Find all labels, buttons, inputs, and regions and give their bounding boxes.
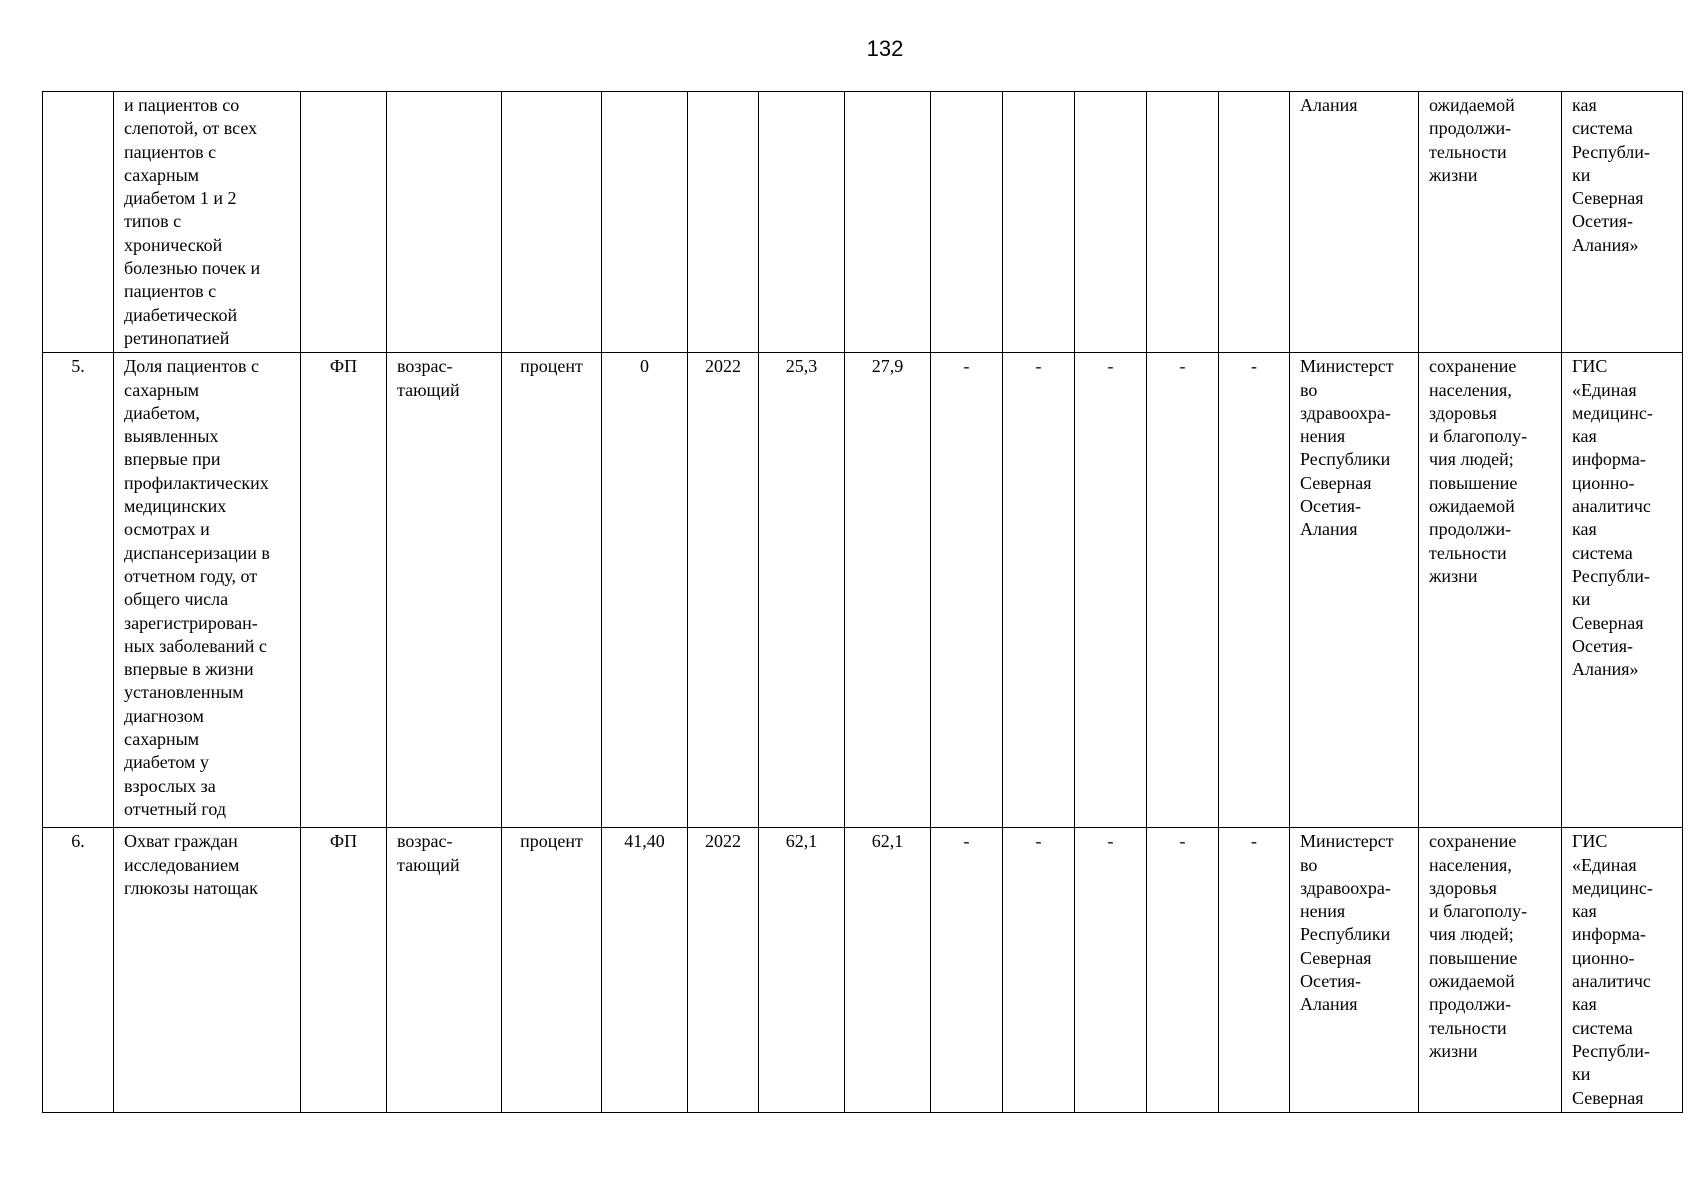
goal-cell <box>1419 353 1562 828</box>
value-cell-7: - <box>1219 353 1290 828</box>
information-system-cell-line: аналитичс <box>1572 971 1651 992</box>
goal-cell <box>1419 92 1562 353</box>
value-cell-1: 25,3 <box>759 353 845 828</box>
information-system-cell-line: «Единая <box>1572 379 1637 400</box>
indicator-name-line: Охват граждан <box>124 831 238 852</box>
information-system-cell-line: медицинс- <box>1572 877 1653 898</box>
responsible-cell-line: во <box>1300 854 1318 875</box>
table-row <box>43 353 1683 828</box>
information-system-cell-line: информа- <box>1572 449 1646 470</box>
indicator-name-line: впервые в жизни <box>124 659 254 680</box>
indicator-name-line: сахарным <box>124 379 200 400</box>
responsible-cell-line: Осетия- <box>1300 496 1361 517</box>
indicator-name-line: и пациентов со <box>124 95 240 115</box>
goal-cell-line: населения, <box>1429 854 1512 875</box>
responsible-cell-line: Республики <box>1300 924 1391 945</box>
information-system-cell-line: Республи- <box>1572 1040 1650 1061</box>
goal-cell-line: тельности <box>1429 1017 1507 1038</box>
indicator-name-line: Доля пациентов с <box>124 356 259 377</box>
goal-cell-line: ожидаемой <box>1429 496 1515 517</box>
information-system-cell-line: Республи- <box>1572 141 1650 162</box>
information-system-cell-line: кая <box>1572 519 1597 540</box>
information-system-cell-line: Северная <box>1572 188 1644 209</box>
information-system-cell-line: Алания» <box>1572 234 1639 255</box>
goal-cell <box>1419 828 1562 1113</box>
goal-cell-line: продолжи- <box>1429 994 1512 1015</box>
responsible-cell-line: Алания <box>1300 994 1358 1015</box>
goal-cell-line: сохранение <box>1429 356 1517 377</box>
indicator-type-line: тающий <box>397 379 460 400</box>
information-system-cell-line: Осетия- <box>1572 211 1633 232</box>
indicator-name-line: диабетом 1 и 2 <box>124 188 237 209</box>
table-row <box>43 92 1683 353</box>
goal-cell-line: жизни <box>1429 1040 1478 1061</box>
indicator-name-line: глюкозы натощак <box>124 877 258 898</box>
indicator-type-line: возрас- <box>397 831 453 852</box>
value-cell-6: - <box>1147 353 1219 828</box>
indicator-name <box>114 92 301 353</box>
value-cell-3: - <box>931 353 1003 828</box>
indicator-name-line: диагнозом <box>124 705 204 726</box>
information-system-cell-line: кая <box>1572 426 1597 447</box>
indicator-name <box>114 828 301 1113</box>
indicator-name-line: хронической <box>124 234 223 255</box>
goal-cell-line: тельности <box>1429 542 1507 563</box>
responsible-cell-line: Северная <box>1300 472 1372 493</box>
information-system-cell-line: аналитичс <box>1572 496 1651 517</box>
indicator-name <box>114 353 301 828</box>
goal-cell-line: и благополу- <box>1429 426 1528 447</box>
value-cell-6 <box>1147 92 1219 353</box>
base-year-cell: 2022 <box>688 353 759 828</box>
information-system-cell <box>1562 353 1683 828</box>
information-system-cell-line: ГИС <box>1572 831 1608 852</box>
responsible-cell <box>1290 828 1419 1113</box>
indicator-name-line: отчетный год <box>124 798 226 819</box>
indicator-name-line: диабетической <box>124 304 238 325</box>
goal-cell-line: здоровья <box>1429 877 1497 898</box>
indicator-name-line: зарегистрирован- <box>124 612 258 633</box>
information-system-cell-line: информа- <box>1572 924 1646 945</box>
indicators-table <box>42 91 1683 1113</box>
indicator-type-line: тающий <box>397 854 460 875</box>
indicator-name-line: диабетом у <box>124 752 209 773</box>
information-system-cell-line: ки <box>1572 589 1591 610</box>
value-cell-1 <box>759 92 845 353</box>
responsible-cell-line: во <box>1300 379 1318 400</box>
indicator-type-line: возрас- <box>397 356 453 377</box>
indicator-name-line: осмотрах и <box>124 519 210 540</box>
responsible-cell-line: Алания <box>1300 95 1358 115</box>
information-system-cell-line: система <box>1572 1017 1633 1038</box>
information-system-cell-line: ционно- <box>1572 947 1635 968</box>
information-system-cell-line: ки <box>1572 164 1591 185</box>
information-system-cell-line: кая <box>1572 901 1597 922</box>
value-cell-5: - <box>1075 828 1147 1113</box>
row-number: 6. <box>43 828 114 1113</box>
goal-cell-line: продолжи- <box>1429 118 1512 139</box>
goal-cell-line: тельности <box>1429 141 1507 162</box>
responsible-cell-line: нения <box>1300 426 1346 447</box>
information-system-cell-line: «Единая <box>1572 854 1637 875</box>
goal-cell-line: продолжи- <box>1429 519 1512 540</box>
information-system-cell-line: медицинс- <box>1572 402 1653 423</box>
indicator-name-line: диспансеризации в <box>124 542 270 563</box>
indicator-name-line: сахарным <box>124 164 200 185</box>
indicator-name-line: впервые при <box>124 449 221 470</box>
responsible-cell <box>1290 92 1419 353</box>
indicator-name-line: взрослых за <box>124 775 216 796</box>
unit-cell <box>502 92 602 353</box>
indicator-name-line: исследованием <box>124 854 240 875</box>
information-system-cell-line: система <box>1572 542 1633 563</box>
goal-cell-line: повышение <box>1429 947 1518 968</box>
row-number: 5. <box>43 353 114 828</box>
indicator-name-line: ретинопатией <box>124 327 230 348</box>
responsible-cell-line: здравоохра- <box>1300 402 1391 423</box>
value-cell-3: - <box>931 828 1003 1113</box>
indicator-type <box>387 92 502 353</box>
value-cell-6: - <box>1147 828 1219 1113</box>
information-system-cell-line: система <box>1572 118 1633 139</box>
base-value-cell: 41,40 <box>602 828 688 1113</box>
page-number: 132 <box>866 36 904 61</box>
indicator-name-line: медицинских <box>124 496 227 517</box>
table-row <box>43 828 1683 1113</box>
responsible-cell-line: здравоохра- <box>1300 877 1391 898</box>
value-cell-4 <box>1003 92 1075 353</box>
value-cell-4: - <box>1003 828 1075 1113</box>
goal-cell-line: здоровья <box>1429 402 1497 423</box>
value-cell-5 <box>1075 92 1147 353</box>
unit-cell: процент <box>502 353 602 828</box>
indicator-name-line: выявленных <box>124 426 219 447</box>
source-cell: ФП <box>301 828 387 1113</box>
information-system-cell <box>1562 828 1683 1113</box>
row-number <box>43 92 114 353</box>
source-cell: ФП <box>301 353 387 828</box>
responsible-cell-line: Алания <box>1300 519 1358 540</box>
goal-cell-line: населения, <box>1429 379 1512 400</box>
indicator-name-line: слепотой, от всех <box>124 118 258 139</box>
information-system-cell-line: ционно- <box>1572 472 1635 493</box>
value-cell-1: 62,1 <box>759 828 845 1113</box>
goal-cell-line: жизни <box>1429 565 1478 586</box>
responsible-cell-line: Северная <box>1300 947 1372 968</box>
goal-cell-line: повышение <box>1429 472 1518 493</box>
responsible-cell-line: нения <box>1300 901 1346 922</box>
value-cell-3 <box>931 92 1003 353</box>
responsible-cell-line: Осетия- <box>1300 971 1361 992</box>
source-cell <box>301 92 387 353</box>
responsible-cell <box>1290 353 1419 828</box>
value-cell-7 <box>1219 92 1290 353</box>
indicator-name-line: пациентов с <box>124 141 217 162</box>
indicator-name-line: ных заболеваний с <box>124 635 267 656</box>
information-system-cell-line: ГИС <box>1572 356 1608 377</box>
base-year-cell <box>688 92 759 353</box>
indicator-name-line: болезнью почек и <box>124 258 261 279</box>
goal-cell-line: ожидаемой <box>1429 95 1515 115</box>
information-system-cell-line: Северная <box>1572 612 1644 633</box>
responsible-cell-line: Министерст <box>1300 356 1394 377</box>
indicator-name-line: диабетом, <box>124 402 200 423</box>
base-year-cell: 2022 <box>688 828 759 1113</box>
indicator-name-line: отчетном году, от <box>124 565 258 586</box>
information-system-cell-line: кая <box>1572 994 1597 1015</box>
information-system-cell-line: ки <box>1572 1064 1591 1085</box>
goal-cell-line: сохранение <box>1429 831 1517 852</box>
responsible-cell-line: Республики <box>1300 449 1391 470</box>
goal-cell-line: жизни <box>1429 164 1478 185</box>
indicator-name-line: типов с <box>124 211 182 232</box>
goal-cell-line: чия людей; <box>1429 924 1514 945</box>
value-cell-2: 27,9 <box>845 353 931 828</box>
indicator-name-line: профилактических <box>124 472 269 493</box>
indicator-name-line: сахарным <box>124 729 200 750</box>
responsible-cell-line: Министерст <box>1300 831 1394 852</box>
information-system-cell-line: кая <box>1572 95 1597 115</box>
goal-cell-line: и благополу- <box>1429 901 1528 922</box>
value-cell-2 <box>845 92 931 353</box>
information-system-cell-line: Северная <box>1572 1087 1644 1108</box>
indicator-type <box>387 828 502 1113</box>
information-system-cell-line: Республи- <box>1572 565 1650 586</box>
unit-cell: процент <box>502 828 602 1113</box>
indicator-name-line: общего числа <box>124 589 229 610</box>
value-cell-2: 62,1 <box>845 828 931 1113</box>
goal-cell-line: чия людей; <box>1429 449 1514 470</box>
goal-cell-line: ожидаемой <box>1429 971 1515 992</box>
value-cell-7: - <box>1219 828 1290 1113</box>
information-system-cell-line: Алания» <box>1572 659 1639 680</box>
value-cell-4: - <box>1003 353 1075 828</box>
information-system-cell <box>1562 92 1683 353</box>
indicator-name-line: пациентов с <box>124 281 217 302</box>
indicator-type <box>387 353 502 828</box>
value-cell-5: - <box>1075 353 1147 828</box>
base-value-cell: 0 <box>602 353 688 828</box>
information-system-cell-line: Осетия- <box>1572 635 1633 656</box>
base-value-cell <box>602 92 688 353</box>
indicator-name-line: установленным <box>124 682 244 703</box>
